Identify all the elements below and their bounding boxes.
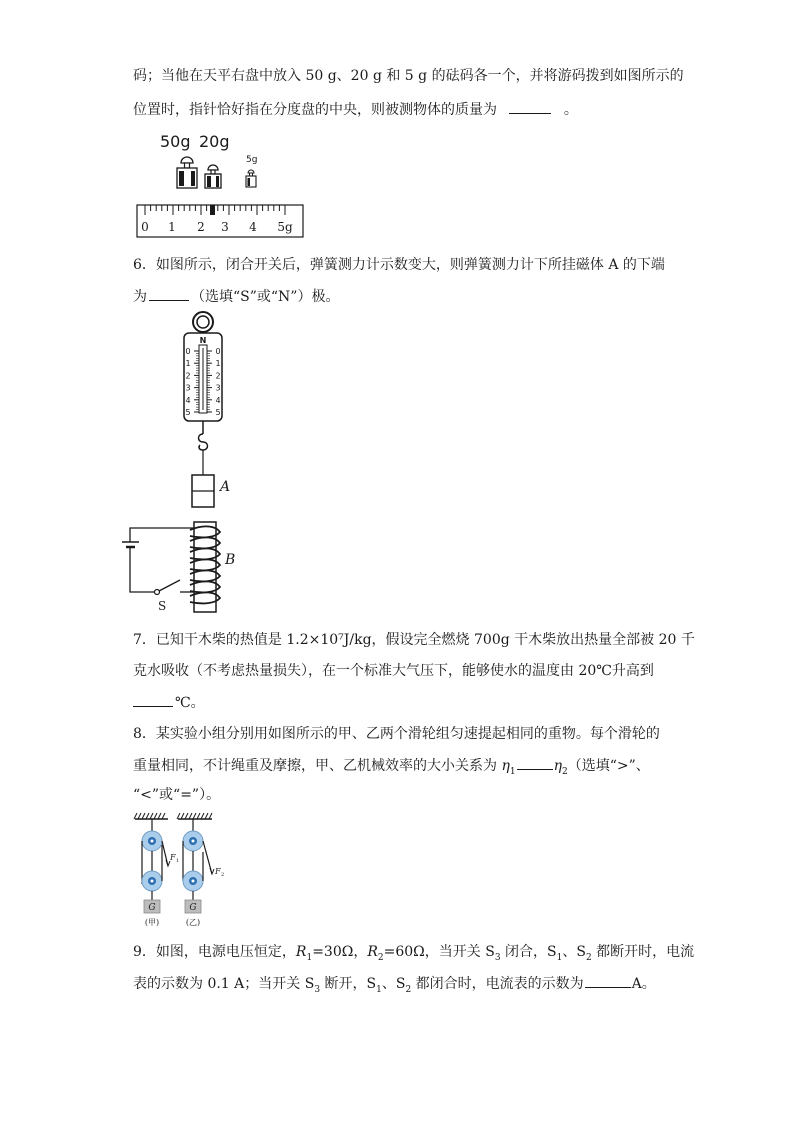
r2-symbol: R (367, 944, 378, 960)
q5-line2 (133, 99, 578, 120)
weight-g-b-label: G (189, 903, 197, 913)
q6-line2 (133, 286, 339, 307)
q8-line1: 8．某实验小组分别用如图所示的甲、乙两个滑轮组匀速提起相同的重物。每个滑轮的 (133, 726, 660, 742)
pulley-systems-figure (130, 812, 240, 930)
r2-value: =60Ω，当开关 S (383, 944, 495, 960)
weight-5g-icon (246, 170, 256, 187)
q6-answer-blank[interactable] (149, 286, 189, 301)
spring-scale-electromagnet-figure (120, 310, 260, 615)
q9-text: 、S (562, 944, 586, 960)
ruler-tick-label: 2 (197, 220, 205, 234)
q9-line2-end: A。 (631, 976, 656, 992)
scale-number: 4 (215, 395, 221, 405)
scale-number: 3 (185, 383, 191, 393)
scale-unit-label: N (199, 336, 207, 345)
ruler-tick-label: 0 (141, 220, 149, 234)
switch-subscript: 2 (405, 984, 412, 995)
ceiling-hatch (197, 813, 200, 819)
hook-icon (199, 434, 208, 450)
force-f2-subscript: 2 (221, 872, 225, 878)
ruler-tick-label: 3 (221, 220, 229, 234)
ceiling-hatch (138, 813, 141, 819)
q7-line3 (133, 692, 205, 713)
weight-5g-label: 5g (246, 155, 258, 165)
ruler-tick-label: 1 (168, 220, 176, 234)
q6-line2-end: （选填“S”或“N”）极。 (191, 289, 340, 305)
ruler-tick-label: 4 (249, 220, 257, 234)
weight-50g-icon (177, 157, 197, 188)
scale-number: 3 (215, 383, 221, 393)
electromagnet-b-label: B (225, 552, 236, 568)
force-f2-label: F (215, 867, 221, 876)
switch-subscript: 3 (494, 952, 501, 963)
ceiling-hatch (150, 813, 153, 819)
scale-number: 2 (185, 371, 191, 381)
switch-subscript: 3 (314, 984, 321, 995)
q5-line2-end: 。 (563, 102, 578, 118)
q5-line1: 码；当他在天平右盘中放入 50 g、20 g 和 5 g 的砝码各一个，并将游码拨到如图所示的 (133, 68, 684, 84)
scale-ring-icon (193, 312, 213, 332)
scale-number: 4 (185, 395, 191, 405)
q5-answer-blank[interactable] (509, 99, 551, 114)
scale-number: 0 (185, 347, 191, 356)
scale-number: 5 (215, 408, 221, 417)
q8-line2-end: （选填“>”、 (567, 758, 650, 774)
r1-value: =30Ω， (312, 944, 368, 960)
ceiling-hatch (162, 813, 165, 819)
weight-20g-label: 20g (199, 132, 230, 151)
switch-subscript: 1 (376, 984, 382, 995)
scale-number: 2 (215, 371, 221, 381)
q7-line3-end: ℃。 (175, 695, 205, 711)
q9-line2 (133, 973, 656, 1000)
q7-line1: 7．已知干木柴的热值是 1.2×10⁷J/kg，假设完全燃烧 700g 干木柴放出热量全部被 20 千 (133, 632, 695, 648)
q5-line2-text: 位置时，指针恰好指在分度盘的中央，则被测物体的质量为 (133, 102, 497, 118)
q9-text: 、S (381, 976, 406, 992)
ceiling-hatch (185, 813, 188, 819)
ceiling-hatch (209, 813, 212, 819)
q8-answer-blank[interactable] (517, 755, 553, 770)
q8-line2 (133, 755, 650, 782)
weight-g-a-label: G (148, 903, 156, 913)
q6-line1: 6．如图所示，闭合开关后，弹簧测力计示数变大，则弹簧测力计下所挂磁体 A 的下端 (133, 257, 665, 273)
q9-text: 断开，S (320, 976, 377, 992)
ceiling-hatch (158, 813, 161, 819)
ceiling-hatch (134, 813, 137, 819)
q9-answer-blank[interactable] (585, 973, 631, 988)
switch-icon (155, 590, 160, 595)
q9-text: 9．如图，电源电压恒定， (133, 944, 296, 960)
force-f1-subscript: 1 (176, 858, 180, 864)
scale-number: 1 (215, 359, 221, 369)
ceiling-hatch (181, 813, 184, 819)
q7-answer-blank[interactable] (133, 692, 173, 707)
ceiling-hatch (142, 813, 145, 819)
scale-number: 1 (185, 359, 191, 369)
system-a-caption: (甲) (144, 918, 160, 927)
magnet-a-label: A (220, 479, 231, 495)
eta2-subscript: 2 (561, 766, 568, 777)
rider-slider (210, 205, 215, 215)
system-b-caption: (乙) (185, 918, 201, 927)
r2-subscript: 2 (377, 952, 384, 963)
ceiling-hatch (201, 813, 204, 819)
ceiling-hatch (205, 813, 208, 819)
switch-subscript: 1 (556, 952, 563, 963)
ceiling-hatch (189, 813, 192, 819)
ceiling-hatch (177, 813, 180, 819)
r1-subscript: 1 (306, 952, 313, 963)
q8-line3: “<”或“=”）。 (133, 787, 221, 803)
q9-text: 闭合，S (500, 944, 557, 960)
force-f1-label: F (170, 853, 176, 862)
weight-50g-label: 50g (160, 132, 191, 151)
q8-line2-start: 重量相同，不计绳重及摩擦，甲、乙机械效率的大小关系为 (133, 758, 502, 774)
ceiling-hatch (146, 813, 149, 819)
scale-number: 5 (185, 408, 191, 417)
weight-20g-icon (205, 165, 221, 188)
q9-text: 表的示数为 0.1 A；当开关 S (133, 976, 315, 992)
balance-weights-figure (135, 128, 307, 240)
switch-subscript: 2 (585, 952, 592, 963)
q7-line2: 克水吸收（不考虑热量损失），在一个标准大气压下，能够使水的温度由 20℃升高到 (133, 663, 654, 679)
ceiling-hatch (154, 813, 157, 819)
q9-line1 (133, 942, 694, 968)
eta2-symbol: η (553, 758, 562, 774)
switch-label: S (158, 599, 167, 613)
scale-number: 0 (215, 347, 221, 356)
eta1-subscript: 1 (509, 766, 516, 777)
q9-text: 都闭合时，电流表的示数为 (411, 976, 584, 992)
q9-text: 都断开时，电流 (591, 944, 695, 960)
r1-symbol: R (295, 944, 307, 960)
q6-line2-start: 为 (133, 289, 147, 305)
ruler-tick-label: 5g (277, 220, 293, 234)
ceiling-hatch (193, 813, 196, 819)
eta1-symbol: η (501, 758, 510, 774)
